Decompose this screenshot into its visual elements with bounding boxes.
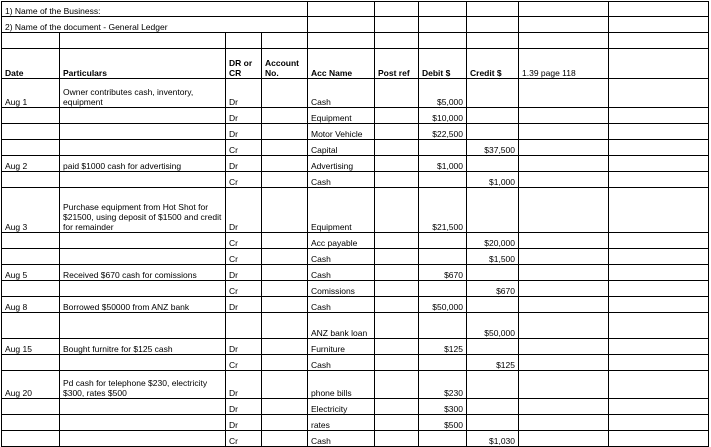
drcr-cell[interactable]: Dr — [226, 79, 262, 108]
post-ref-cell[interactable] — [375, 355, 419, 371]
drcr-cell[interactable]: Dr — [226, 124, 262, 140]
acc-name-cell[interactable]: Cash — [308, 297, 375, 313]
debit-cell[interactable] — [419, 281, 467, 297]
empty-cell[interactable] — [609, 339, 709, 355]
particulars-cell[interactable] — [60, 249, 226, 265]
post-ref-cell[interactable] — [375, 79, 419, 108]
account-no-cell[interactable] — [262, 265, 308, 281]
account-no-cell[interactable] — [262, 249, 308, 265]
particulars-cell[interactable]: Borrowed $50000 from ANZ bank — [60, 297, 226, 313]
credit-cell[interactable] — [467, 297, 519, 313]
drcr-cell[interactable] — [226, 313, 262, 339]
date-cell[interactable] — [2, 355, 60, 371]
header-drcr[interactable]: DR or CR — [226, 49, 262, 79]
empty-cell[interactable] — [519, 313, 609, 339]
drcr-cell[interactable]: Dr — [226, 156, 262, 172]
particulars-cell[interactable] — [60, 431, 226, 447]
post-ref-cell[interactable] — [375, 156, 419, 172]
table-row — [2, 124, 709, 140]
acc-name-cell[interactable]: Cash — [308, 172, 375, 188]
acc-name-cell[interactable]: Cash — [308, 431, 375, 447]
debit-cell[interactable]: $670 — [419, 265, 467, 281]
acc-name-cell[interactable]: Cash — [308, 355, 375, 371]
credit-cell[interactable] — [467, 156, 519, 172]
credit-cell[interactable] — [467, 339, 519, 355]
empty-cell[interactable] — [609, 265, 709, 281]
particulars-cell[interactable] — [60, 233, 226, 249]
credit-cell[interactable]: $1,000 — [467, 172, 519, 188]
particulars-cell[interactable] — [60, 108, 226, 124]
header-credit[interactable]: Credit $ — [467, 49, 519, 79]
table-row — [2, 281, 709, 297]
post-ref-cell[interactable] — [375, 233, 419, 249]
debit-cell[interactable]: $10,000 — [419, 108, 467, 124]
header-debit[interactable]: Debit $ — [419, 49, 467, 79]
drcr-cell[interactable]: Cr — [226, 355, 262, 371]
credit-cell[interactable]: $20,000 — [467, 233, 519, 249]
account-no-cell[interactable] — [262, 140, 308, 156]
debit-cell[interactable] — [419, 172, 467, 188]
empty-cell[interactable] — [375, 2, 419, 17]
account-no-cell[interactable] — [262, 124, 308, 140]
empty-cell[interactable] — [419, 17, 467, 33]
empty-cell[interactable] — [609, 108, 709, 124]
empty-cell[interactable] — [519, 108, 609, 124]
empty-cell[interactable] — [519, 249, 609, 265]
empty-cell[interactable] — [519, 124, 609, 140]
debit-cell[interactable]: $21,500 — [419, 188, 467, 233]
empty-cell[interactable] — [609, 140, 709, 156]
drcr-cell[interactable]: Dr — [226, 108, 262, 124]
table-row — [2, 313, 709, 339]
empty-cell[interactable] — [519, 355, 609, 371]
blank-row — [2, 33, 709, 49]
account-no-cell[interactable] — [262, 431, 308, 447]
credit-cell[interactable]: $1,030 — [467, 431, 519, 447]
drcr-cell[interactable]: Dr — [226, 297, 262, 313]
date-cell[interactable]: Aug 5 — [2, 265, 60, 281]
account-no-cell[interactable] — [262, 233, 308, 249]
account-no-cell[interactable] — [262, 313, 308, 339]
table-row — [2, 79, 709, 108]
table-row — [2, 431, 709, 447]
post-ref-cell[interactable] — [375, 108, 419, 124]
empty-cell[interactable] — [519, 188, 609, 233]
credit-cell[interactable] — [467, 371, 519, 399]
empty-cell[interactable] — [609, 172, 709, 188]
post-ref-cell[interactable] — [375, 371, 419, 399]
date-cell[interactable] — [2, 431, 60, 447]
drcr-cell[interactable]: Dr — [226, 265, 262, 281]
acc-name-cell[interactable]: phone bills — [308, 371, 375, 399]
acc-name-cell[interactable]: Advertising — [308, 156, 375, 172]
particulars-cell[interactable] — [60, 281, 226, 297]
debit-cell[interactable]: $5,000 — [419, 79, 467, 108]
empty-cell[interactable] — [519, 339, 609, 355]
particulars-cell[interactable] — [60, 415, 226, 431]
drcr-cell[interactable]: Dr — [226, 339, 262, 355]
post-ref-cell[interactable] — [375, 265, 419, 281]
account-no-cell[interactable] — [262, 108, 308, 124]
post-ref-cell[interactable] — [375, 172, 419, 188]
empty-cell[interactable] — [519, 172, 609, 188]
debit-cell[interactable] — [419, 140, 467, 156]
credit-cell[interactable]: $670 — [467, 281, 519, 297]
post-ref-cell[interactable] — [375, 431, 419, 447]
header-acc-name[interactable]: Acc Name — [308, 49, 375, 79]
date-cell[interactable]: Aug 20 — [2, 371, 60, 399]
date-cell[interactable] — [2, 249, 60, 265]
info-row-document — [2, 17, 709, 33]
header-account-no[interactable]: Account No. — [262, 49, 308, 79]
post-ref-cell[interactable] — [375, 339, 419, 355]
empty-cell[interactable] — [609, 415, 709, 431]
empty-cell[interactable] — [519, 399, 609, 415]
debit-cell[interactable]: $300 — [419, 399, 467, 415]
credit-cell[interactable] — [467, 188, 519, 233]
empty-cell[interactable] — [519, 281, 609, 297]
post-ref-cell[interactable] — [375, 188, 419, 233]
particulars-cell[interactable] — [60, 140, 226, 156]
debit-cell[interactable]: $125 — [419, 339, 467, 355]
empty-cell[interactable] — [375, 17, 419, 33]
account-no-cell[interactable] — [262, 371, 308, 399]
date-cell[interactable]: Aug 3 — [2, 188, 60, 233]
table-row — [2, 172, 709, 188]
credit-cell[interactable]: $37,500 — [467, 140, 519, 156]
credit-cell[interactable]: $50,000 — [467, 313, 519, 339]
date-cell[interactable] — [2, 140, 60, 156]
post-ref-cell[interactable] — [375, 140, 419, 156]
table-row — [2, 339, 709, 355]
debit-cell[interactable] — [419, 431, 467, 447]
empty-cell[interactable] — [519, 79, 609, 108]
empty-cell[interactable] — [467, 2, 519, 17]
drcr-cell[interactable]: Cr — [226, 249, 262, 265]
acc-name-cell[interactable]: Cash — [308, 265, 375, 281]
header-note[interactable]: 1.39 page 118 — [519, 49, 609, 79]
business-name-cell[interactable]: 1) Name of the Business: — [2, 2, 308, 17]
acc-name-cell[interactable]: Motor Vehicle — [308, 124, 375, 140]
document-name-cell[interactable]: 2) Name of the document - General Ledger — [2, 17, 308, 33]
table-row — [2, 233, 709, 249]
empty-cell[interactable] — [519, 140, 609, 156]
acc-name-cell[interactable]: rates — [308, 415, 375, 431]
empty-cell[interactable] — [609, 156, 709, 172]
drcr-cell[interactable]: Dr — [226, 188, 262, 233]
debit-cell[interactable]: $230 — [419, 371, 467, 399]
account-no-cell[interactable] — [262, 399, 308, 415]
credit-cell[interactable] — [467, 415, 519, 431]
empty-cell[interactable] — [519, 265, 609, 281]
table-row — [2, 188, 709, 233]
debit-cell[interactable]: $50,000 — [419, 297, 467, 313]
date-cell[interactable] — [2, 108, 60, 124]
date-cell[interactable]: Aug 2 — [2, 156, 60, 172]
date-cell[interactable] — [2, 172, 60, 188]
acc-name-cell[interactable]: Comissions — [308, 281, 375, 297]
drcr-cell[interactable]: Cr — [226, 233, 262, 249]
empty-cell[interactable] — [519, 17, 609, 33]
acc-name-cell[interactable]: Equipment — [308, 108, 375, 124]
empty-cell[interactable] — [519, 431, 609, 447]
table-row — [2, 297, 709, 313]
date-cell[interactable]: Aug 1 — [2, 79, 60, 108]
date-cell[interactable] — [2, 313, 60, 339]
drcr-cell[interactable]: Dr — [226, 399, 262, 415]
empty-cell[interactable] — [609, 2, 709, 17]
particulars-cell[interactable] — [60, 355, 226, 371]
empty-cell[interactable] — [609, 371, 709, 399]
empty-cell[interactable] — [308, 17, 375, 33]
account-no-cell[interactable] — [262, 355, 308, 371]
header-post-ref[interactable]: Post ref — [375, 49, 419, 79]
empty-cell[interactable] — [519, 371, 609, 399]
table-row — [2, 399, 709, 415]
empty-cell[interactable] — [308, 2, 375, 17]
header-row — [2, 49, 709, 79]
general-ledger-table — [1, 1, 709, 447]
acc-name-cell[interactable]: Capital — [308, 140, 375, 156]
info-row-business — [2, 2, 709, 17]
acc-name-cell[interactable]: Electricity — [308, 399, 375, 415]
empty-cell[interactable] — [519, 156, 609, 172]
post-ref-cell[interactable] — [375, 281, 419, 297]
empty-cell[interactable] — [609, 313, 709, 339]
particulars-cell[interactable]: Bought furnitre for $125 cash — [60, 339, 226, 355]
empty-cell[interactable] — [609, 355, 709, 371]
credit-cell[interactable]: $125 — [467, 355, 519, 371]
debit-cell[interactable] — [419, 355, 467, 371]
date-cell[interactable] — [2, 415, 60, 431]
debit-cell[interactable] — [419, 313, 467, 339]
date-cell[interactable] — [2, 233, 60, 249]
date-cell[interactable]: Aug 8 — [2, 297, 60, 313]
empty-cell[interactable] — [609, 233, 709, 249]
table-row — [2, 156, 709, 172]
table-row — [2, 140, 709, 156]
empty-cell[interactable] — [419, 2, 467, 17]
header-particulars[interactable]: Particulars — [60, 49, 226, 79]
credit-cell[interactable] — [467, 265, 519, 281]
account-no-cell[interactable] — [262, 415, 308, 431]
date-cell[interactable]: Aug 15 — [2, 339, 60, 355]
particulars-cell[interactable]: Pd cash for telephone $230, electricity $300, rates $500 — [60, 371, 226, 399]
empty-cell[interactable] — [609, 297, 709, 313]
particulars-cell[interactable] — [60, 399, 226, 415]
empty-cell[interactable] — [519, 233, 609, 249]
credit-cell[interactable] — [467, 399, 519, 415]
post-ref-cell[interactable] — [375, 124, 419, 140]
date-cell[interactable] — [2, 399, 60, 415]
account-no-cell[interactable] — [262, 339, 308, 355]
empty-cell[interactable] — [519, 297, 609, 313]
particulars-cell[interactable] — [60, 313, 226, 339]
table-row — [2, 108, 709, 124]
drcr-cell[interactable]: Cr — [226, 140, 262, 156]
acc-name-cell[interactable]: Equipment — [308, 188, 375, 233]
header-date[interactable]: Date — [2, 49, 60, 79]
table-row — [2, 265, 709, 281]
debit-cell[interactable]: $1,000 — [419, 156, 467, 172]
empty-cell[interactable] — [609, 17, 709, 33]
account-no-cell[interactable] — [262, 281, 308, 297]
empty-cell[interactable] — [609, 281, 709, 297]
credit-cell[interactable] — [467, 79, 519, 108]
account-no-cell[interactable] — [262, 297, 308, 313]
account-no-cell[interactable] — [262, 188, 308, 233]
debit-cell[interactable]: $22,500 — [419, 124, 467, 140]
drcr-cell[interactable]: Cr — [226, 172, 262, 188]
table-row — [2, 249, 709, 265]
drcr-cell[interactable]: Cr — [226, 281, 262, 297]
acc-name-cell[interactable]: Cash — [308, 249, 375, 265]
particulars-cell[interactable]: paid $1000 cash for advertising — [60, 156, 226, 172]
empty-cell[interactable] — [467, 17, 519, 33]
particulars-cell[interactable] — [60, 172, 226, 188]
post-ref-cell[interactable] — [375, 249, 419, 265]
particulars-cell[interactable]: Purchase equipment from Hot Shot for $21500, using deposit of $1500 and credit for remainder — [60, 188, 226, 233]
drcr-cell[interactable]: Dr — [226, 371, 262, 399]
credit-cell[interactable] — [467, 124, 519, 140]
acc-name-cell[interactable]: Furniture — [308, 339, 375, 355]
particulars-cell[interactable]: Owner contributes cash, inventory, equipment — [60, 79, 226, 108]
acc-name-cell[interactable]: ANZ bank loan — [308, 313, 375, 339]
drcr-cell[interactable]: Dr — [226, 415, 262, 431]
empty-cell[interactable] — [609, 249, 709, 265]
post-ref-cell[interactable] — [375, 399, 419, 415]
empty-cell[interactable] — [609, 124, 709, 140]
table-row — [2, 355, 709, 371]
account-no-cell[interactable] — [262, 156, 308, 172]
debit-cell[interactable] — [419, 233, 467, 249]
debit-cell[interactable]: $500 — [419, 415, 467, 431]
acc-name-cell[interactable]: Cash — [308, 79, 375, 108]
debit-cell[interactable] — [419, 249, 467, 265]
empty-cell[interactable] — [609, 399, 709, 415]
post-ref-cell[interactable] — [375, 415, 419, 431]
table-row — [2, 415, 709, 431]
credit-cell[interactable] — [467, 108, 519, 124]
empty-cell[interactable] — [609, 188, 709, 233]
table-row — [2, 371, 709, 399]
particulars-cell[interactable] — [60, 124, 226, 140]
account-no-cell[interactable] — [262, 172, 308, 188]
empty-cell[interactable] — [609, 79, 709, 108]
particulars-cell[interactable]: Received $670 cash for comissions — [60, 265, 226, 281]
post-ref-cell[interactable] — [375, 313, 419, 339]
credit-cell[interactable]: $1,500 — [467, 249, 519, 265]
empty-cell[interactable] — [519, 2, 609, 17]
date-cell[interactable] — [2, 281, 60, 297]
empty-cell[interactable] — [609, 431, 709, 447]
post-ref-cell[interactable] — [375, 297, 419, 313]
empty-cell[interactable] — [519, 415, 609, 431]
drcr-cell[interactable]: Cr — [226, 431, 262, 447]
account-no-cell[interactable] — [262, 79, 308, 108]
acc-name-cell[interactable]: Acc payable — [308, 233, 375, 249]
date-cell[interactable] — [2, 124, 60, 140]
